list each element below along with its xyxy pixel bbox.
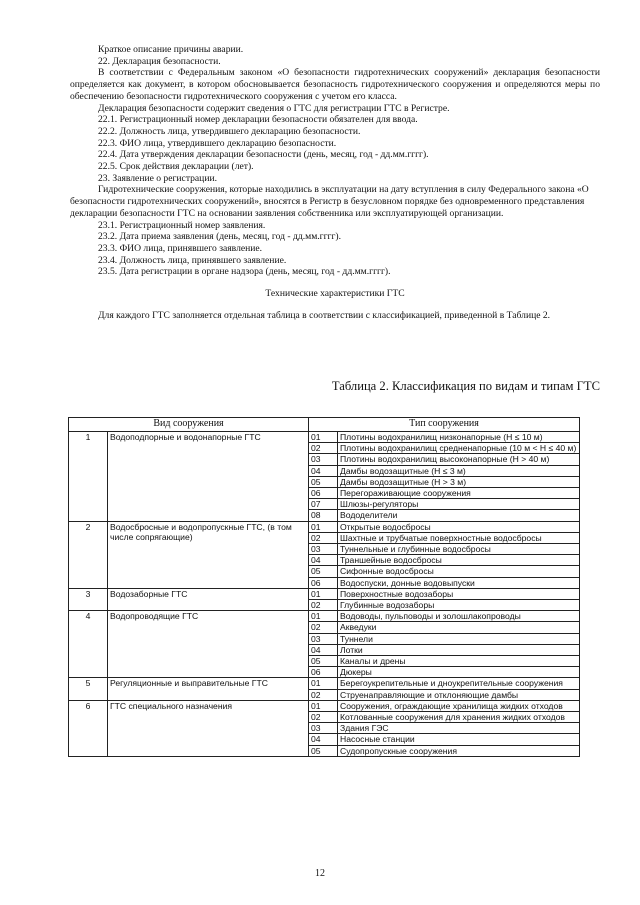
table-row <box>69 678 580 689</box>
type-code-cell: 01 <box>309 521 338 532</box>
paragraph: Краткое описание причины аварии. <box>98 44 244 55</box>
kind-number-cell: 6 <box>69 700 108 756</box>
kind-number-cell: 3 <box>69 588 108 610</box>
section-heading: Технические характеристики ГТС <box>265 288 405 300</box>
type-code-cell: 05 <box>309 656 338 667</box>
table-header-row <box>69 418 580 432</box>
paragraph: 23.2. Дата приема заявления (день, месяц, год - дд.мм.гггг). <box>98 231 342 243</box>
type-name-cell: Вододелители <box>338 510 580 521</box>
type-code-cell: 03 <box>309 723 338 734</box>
type-name-cell: Туннельные и глубинные водосбросы <box>338 544 580 555</box>
type-name-cell: Насосные станции <box>338 734 580 745</box>
type-name-cell: Сифонные водосбросы <box>338 566 580 577</box>
type-name-cell: Сооружения, ограждающие хранилища жидких отходов <box>338 700 580 711</box>
type-name-cell: Плотины водохранилищ средненапорные (10 м < H ≤ 40 м) <box>338 443 580 454</box>
type-code-cell: 02 <box>309 532 338 543</box>
table-row <box>69 588 580 599</box>
kind-number-cell: 2 <box>69 521 108 588</box>
paragraph: 22.4. Дата утверждения декларации безопасности (день, месяц, год - дд.мм.гггг). <box>98 149 429 161</box>
type-name-cell: Дамбы водозащитные (H ≤ 3 м) <box>338 465 580 476</box>
type-name-cell: Водоводы, пульповоды и золошлакопроводы <box>338 611 580 622</box>
type-name-cell: Здания ГЭС <box>338 723 580 734</box>
table-row <box>69 432 580 443</box>
type-name-cell: Судопропускные сооружения <box>338 745 580 756</box>
type-name-cell: Шахтные и трубчатые поверхностные водосбросы <box>338 532 580 543</box>
type-code-cell: 04 <box>309 644 338 655</box>
type-name-cell: Дамбы водозащитные (H > 3 м) <box>338 476 580 487</box>
type-code-cell: 05 <box>309 476 338 487</box>
table-row <box>69 521 580 532</box>
kind-name-cell: Регуляционные и выправительные ГТС <box>108 678 309 700</box>
paragraph: 22.1. Регистрационный номер декларации безопасности обязателен для ввода. <box>98 114 418 126</box>
type-name-cell: Акведуки <box>338 622 580 633</box>
type-name-cell: Траншейные водосбросы <box>338 555 580 566</box>
column-header-kind: Вид сооружения <box>69 418 309 432</box>
classification-table <box>68 417 580 757</box>
type-code-cell: 01 <box>309 678 338 689</box>
type-name-cell: Поверхностные водозаборы <box>338 588 580 599</box>
type-code-cell: 03 <box>309 454 338 465</box>
type-code-cell: 02 <box>309 622 338 633</box>
type-code-cell: 06 <box>309 488 338 499</box>
kind-name-cell: Водоподпорные и водонапорные ГТС <box>108 432 309 522</box>
type-name-cell: Струенаправляющие и отклоняющие дамбы <box>338 689 580 700</box>
kind-name-cell: Водопроводящие ГТС <box>108 611 309 678</box>
page-number: 12 <box>315 868 325 879</box>
type-code-cell: 06 <box>309 667 338 678</box>
type-name-cell: Открытые водосбросы <box>338 521 580 532</box>
type-name-cell: Плотины водохранилищ высоконапорные (H > 40 м) <box>338 454 580 465</box>
type-code-cell: 06 <box>309 577 338 588</box>
paragraph: 22.2. Должность лица, утвердившего декларацию безопасности. <box>98 125 361 137</box>
paragraph: 22.5. Срок действия декларации (лет). <box>98 161 254 173</box>
kind-number-cell: 4 <box>69 611 108 678</box>
paragraph: В соответствии с Федеральным законом «О безопасности гидротехнических сооружений» декларация безопасности определяется как документ, в котором обосновывается безопасность гидротехнического сооружения и определяются меры по обеспечению безопасности гидротехнического сооружения с учетом его класса. <box>70 67 600 102</box>
kind-number-cell: 5 <box>69 678 108 700</box>
type-code-cell: 04 <box>309 465 338 476</box>
type-code-cell: 02 <box>309 712 338 723</box>
type-name-cell: Каналы и дрены <box>338 656 580 667</box>
table-body <box>69 432 580 757</box>
column-header-type: Тип сооружения <box>309 418 580 432</box>
type-code-cell: 07 <box>309 499 338 510</box>
type-code-cell: 01 <box>309 588 338 599</box>
body-text <box>70 44 600 321</box>
type-name-cell: Перегораживающие сооружения <box>338 488 580 499</box>
type-code-cell: 01 <box>309 611 338 622</box>
type-code-cell: 05 <box>309 745 338 756</box>
type-code-cell: 03 <box>309 633 338 644</box>
paragraph: 23.1. Регистрационный номер заявления. <box>98 219 266 231</box>
type-name-cell: Котлованные сооружения для хранения жидких отходов <box>338 712 580 723</box>
type-name-cell: Лотки <box>338 644 580 655</box>
type-name-cell: Берегоукрепительные и дноукрепительные сооружения <box>338 678 580 689</box>
type-code-cell: 04 <box>309 734 338 745</box>
kind-number-cell: 1 <box>69 432 108 522</box>
kind-name-cell: ГТС специального назначения <box>108 700 309 756</box>
table-caption: Таблица 2. Классификация по видам и типам ГТС <box>331 379 600 393</box>
type-code-cell: 03 <box>309 544 338 555</box>
type-code-cell: 05 <box>309 566 338 577</box>
type-code-cell: 02 <box>309 600 338 611</box>
type-code-cell: 04 <box>309 555 338 566</box>
type-name-cell: Плотины водохранилищ низконапорные (H ≤ 10 м) <box>338 432 580 443</box>
paragraph: 23.5. Дата регистрации в органе надзора (день, месяц, год - дд.мм.гггг). <box>98 266 391 278</box>
kind-name-cell: Водосбросные и водопропускные ГТС, (в том числе сопрягающие) <box>108 521 309 588</box>
paragraph: Гидротехнические сооружения, которые находились в эксплуатации на дату вступления в силу Федерального закона «О безопасности гидротехнических сооружений», вносятся в Регистр в безусловном порядке без одновременного представления декларации безопасности ГТС на основании заявления собственника или эксплуатирующей организации. <box>70 184 589 219</box>
paragraph: 23. Заявление о регистрации. <box>98 172 217 184</box>
paragraph: 22. Декларация безопасности. <box>98 55 221 67</box>
type-name-cell: Туннели <box>338 633 580 644</box>
table-row <box>69 611 580 622</box>
type-code-cell: 02 <box>309 689 338 700</box>
table-row <box>69 700 580 711</box>
type-code-cell: 02 <box>309 443 338 454</box>
type-name-cell: Водоспуски, донные водовыпуски <box>338 577 580 588</box>
type-name-cell: Шлюзы-регуляторы <box>338 499 580 510</box>
kind-name-cell: Водозаборные ГТС <box>108 588 309 610</box>
paragraph: 22.3. ФИО лица, утвердившего декларацию безопасности. <box>98 137 337 149</box>
type-code-cell: 01 <box>309 700 338 711</box>
type-code-cell: 01 <box>309 432 338 443</box>
type-name-cell: Дюкеры <box>338 667 580 678</box>
paragraph: Для каждого ГТС заполняется отдельная таблица в соответствии с классификацией, приведенной в Таблице 2. <box>98 309 551 321</box>
paragraph: 23.3. ФИО лица, принявшего заявление. <box>98 242 263 254</box>
type-code-cell: 08 <box>309 510 338 521</box>
paragraph: Декларация безопасности содержит сведения о ГТС для регистрации ГТС в Регистре. <box>98 102 450 114</box>
type-name-cell: Глубинные водозаборы <box>338 600 580 611</box>
paragraph: 23.4. Должность лица, принявшего заявление. <box>98 254 287 266</box>
